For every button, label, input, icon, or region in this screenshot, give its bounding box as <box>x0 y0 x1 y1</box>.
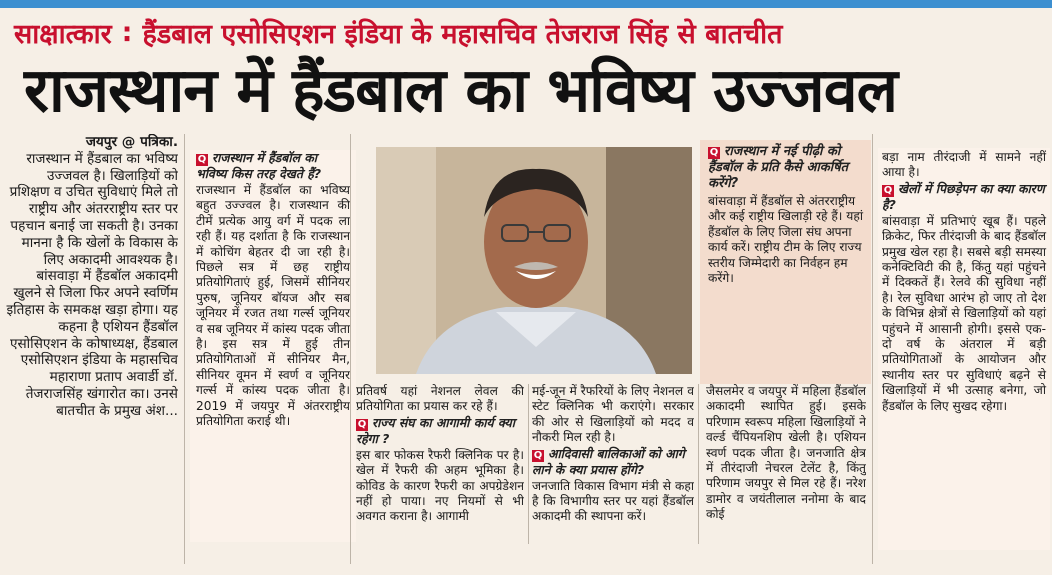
dateline: जयपुर @ पत्रिका. <box>85 134 178 150</box>
qa-block-5 <box>878 148 1050 550</box>
continuation-text: मई-जून में रैफरियों के लिए नेशनल व स्टेट क्लिनिक भी कराएंगे। सरकार की ओर से खिलाड़ियों को मदद व नौकरी मिल रही है। <box>532 384 694 445</box>
question-3-text: आदिवासी बालिकाओं को आगे लाने के क्या प्रयास होंगे? <box>532 445 685 477</box>
intro-text: राजस्थान में हैंडबाल का भविष्य उज्जवल है। खिलाड़ियों को प्रशिक्षण व उचित सुविधाएं मिले तो राष्ट्रीय और अंतरराष्ट्रीय स्तर पर पहचान बनाई जा सकती है। उनका मानना है कि खेलों के विकास के लिए अकादमी आवश्यक है। बांसवाड़ा में हैंडबॉल अकादमी खुलने से जिला फिर अपने स्वर्णिम इतिहास के समकक्ष खड़ा होगा। यह कहना है एशियन हैंडबॉल एसोसिएशन के कोषाध्यक्ष, हैंडबाल एसोसिएशन इंडिया के महासचिव महाराणा प्रताप अवार्डी डॉ. तेजराजसिंह खंगारोत का। उनसे बातचीत के प्रमुख अंश... <box>6 150 178 419</box>
answer-1: राजस्थान में हैंडबॉल का भविष्य बहुत उज्ज्वल है। राजस्थान की टीमें प्रत्येक आयु वर्ग में पदक ला रही हैं। यह दर्शाता है कि राजस्थान में कोचिंग बेहतर दी जा रही है। पिछले सत्र में छह राष्ट्रीय प्रतियोगिताएं हुई, जिसमें सीनियर पुरुष, जूनियर बॉयज और सब जूनियर में रजत तथा गर्ल्स जूनियर व सब जूनियर में कांस्य पदक जीता है। इस सत्र में हुई तीन प्रतियोगिताओं में सीनियर मैन, सीनियर वूमन में स्वर्ण व जूनियर गर्ल्स में कांस्य पदक जीता है। 2019 में जयपुर में अंतरराष्ट्रीय प्रतियोगिता कराई थी। <box>196 183 350 429</box>
qa-block-3 <box>532 384 694 544</box>
intro-column <box>6 134 178 564</box>
question-5 <box>882 181 1046 212</box>
question-1-text: राजस्थान में हैंडबॉल का भविष्य किस तरह देखते हैं? <box>196 150 322 181</box>
question-2 <box>356 415 524 446</box>
question-mark-icon: Q <box>533 449 543 461</box>
portrait-photo <box>376 147 692 374</box>
qa-block-1 <box>190 150 356 542</box>
top-stripe <box>0 0 1052 8</box>
answer-3: जनजाति विकास विभाग मंत्री से कहा है कि विभागीय स्तर पर यहां हैंडबॉल अकादमी की स्थापना करें। <box>532 478 694 524</box>
question-2-text: राज्य संघ का आगामी कार्य क्या रहेगा ? <box>356 414 515 446</box>
question-mark-icon: Q <box>197 154 207 165</box>
headline: राजस्थान में हैंडबाल का भविष्य उज्जवल <box>24 55 897 126</box>
column-rule <box>528 384 529 544</box>
continuation-text: बड़ा नाम तीरंदाजी में सामने नहीं आया है। <box>882 150 1046 180</box>
qa-block-4 <box>700 140 871 384</box>
continuation-text: प्रतिवर्ष यहां नेशनल लेवल की प्रतियोगिता का प्रयास कर रहे हैं। <box>356 384 524 414</box>
column-rule <box>350 134 351 564</box>
question-mark-icon: Q <box>357 418 367 430</box>
kicker-text: हैंडबाल एसोसिएशन इंडिया के महासचिव तेजराज सिंह से बातचीत <box>142 18 783 50</box>
question-3 <box>532 446 694 477</box>
question-mark-icon: Q <box>883 184 893 196</box>
question-1 <box>196 150 350 181</box>
column-rule <box>872 134 873 564</box>
portrait-illustration <box>376 147 692 374</box>
answer-4: बांसवाड़ा में हैंडबॉल से अंतरराष्ट्रीय और कई राष्ट्रीय खिलाड़ी रहे हैं। यहां हैंडबॉल के लिए जिला संघ अपना कार्य करें। राष्ट्रीय टीम के लिए राज्य स्तरीय जिम्मेदारी का निर्वहन हम करेंगे। <box>708 194 863 286</box>
qa-block-2 <box>356 384 524 544</box>
answer-2: इस बार फोकस रैफरी क्लिनिक पर है। खेल में रैफरी की अहम भूमिका है। कोविड के कारण रैफरी का अपग्रेडेशन नहीं हो पाया। नए नियमों से भी अवगत कराना है। आगामी <box>356 447 524 524</box>
kicker <box>14 12 783 52</box>
question-5-text: खेलों में पिछड़ेपन का क्या कारण है? <box>882 180 1045 212</box>
column-rule <box>698 384 699 544</box>
kicker-separator: : <box>121 16 133 48</box>
column-rule <box>184 134 185 564</box>
question-mark-icon: Q <box>709 147 719 158</box>
question-4-text: राजस्थान में नई पीढ़ी को हैंडबॉल के प्रति कैसे आकर्षित करेंगे? <box>708 144 849 191</box>
answer-4-continued <box>706 384 866 544</box>
kicker-label: साक्षात्कार <box>14 18 112 50</box>
continuation-text: जैसलमेर व जयपुर में महिला हैंडबॉल अकादमी स्थापित हुई। इसके परिणाम स्वरूप महिला खिलाड़ियों ने वर्ल्ड चैंपियनशिप खेली है। एशियन स्वर्ण पदक जीता है। जनजाति क्षेत्र में तीरंदाजी नेचरल टेलेंट है, किंतु परिणाम जयपुर से मिल रहे हैं। नरेश डामोर व जयंतीलाल ननोमा के बाद कोई <box>706 384 866 522</box>
answer-5: बांसवाड़ा में प्रतिभाएं खूब हैं। पहले क्रिकेट, फिर तीरंदाजी के बाद हैंडबॉल प्रमुख खेल रहा है। सबसे बड़ी समस्या कनेक्टिविटी की है, किंतु यहां पहुंचने में दिक्कतें हैं। रेलवे की सुविधा नहीं है। रेल सुविधा आरंभ हो जाए तो देश के विभिन्न क्षेत्रों से खिलाड़ियों को यहां पहुंचने में आसानी होगी। इससे एक-दो वर्ष के अंतराल में बड़ी प्रतियोगिताओं के आयोजन और स्थानीय स्तर पर सुविधाएं बढ़ने से खिलाड़ियों में भी उत्साह बनेगा, जो हैंडबॉल के लिए सुखद रहेगा। <box>882 213 1046 413</box>
question-4 <box>708 144 863 192</box>
